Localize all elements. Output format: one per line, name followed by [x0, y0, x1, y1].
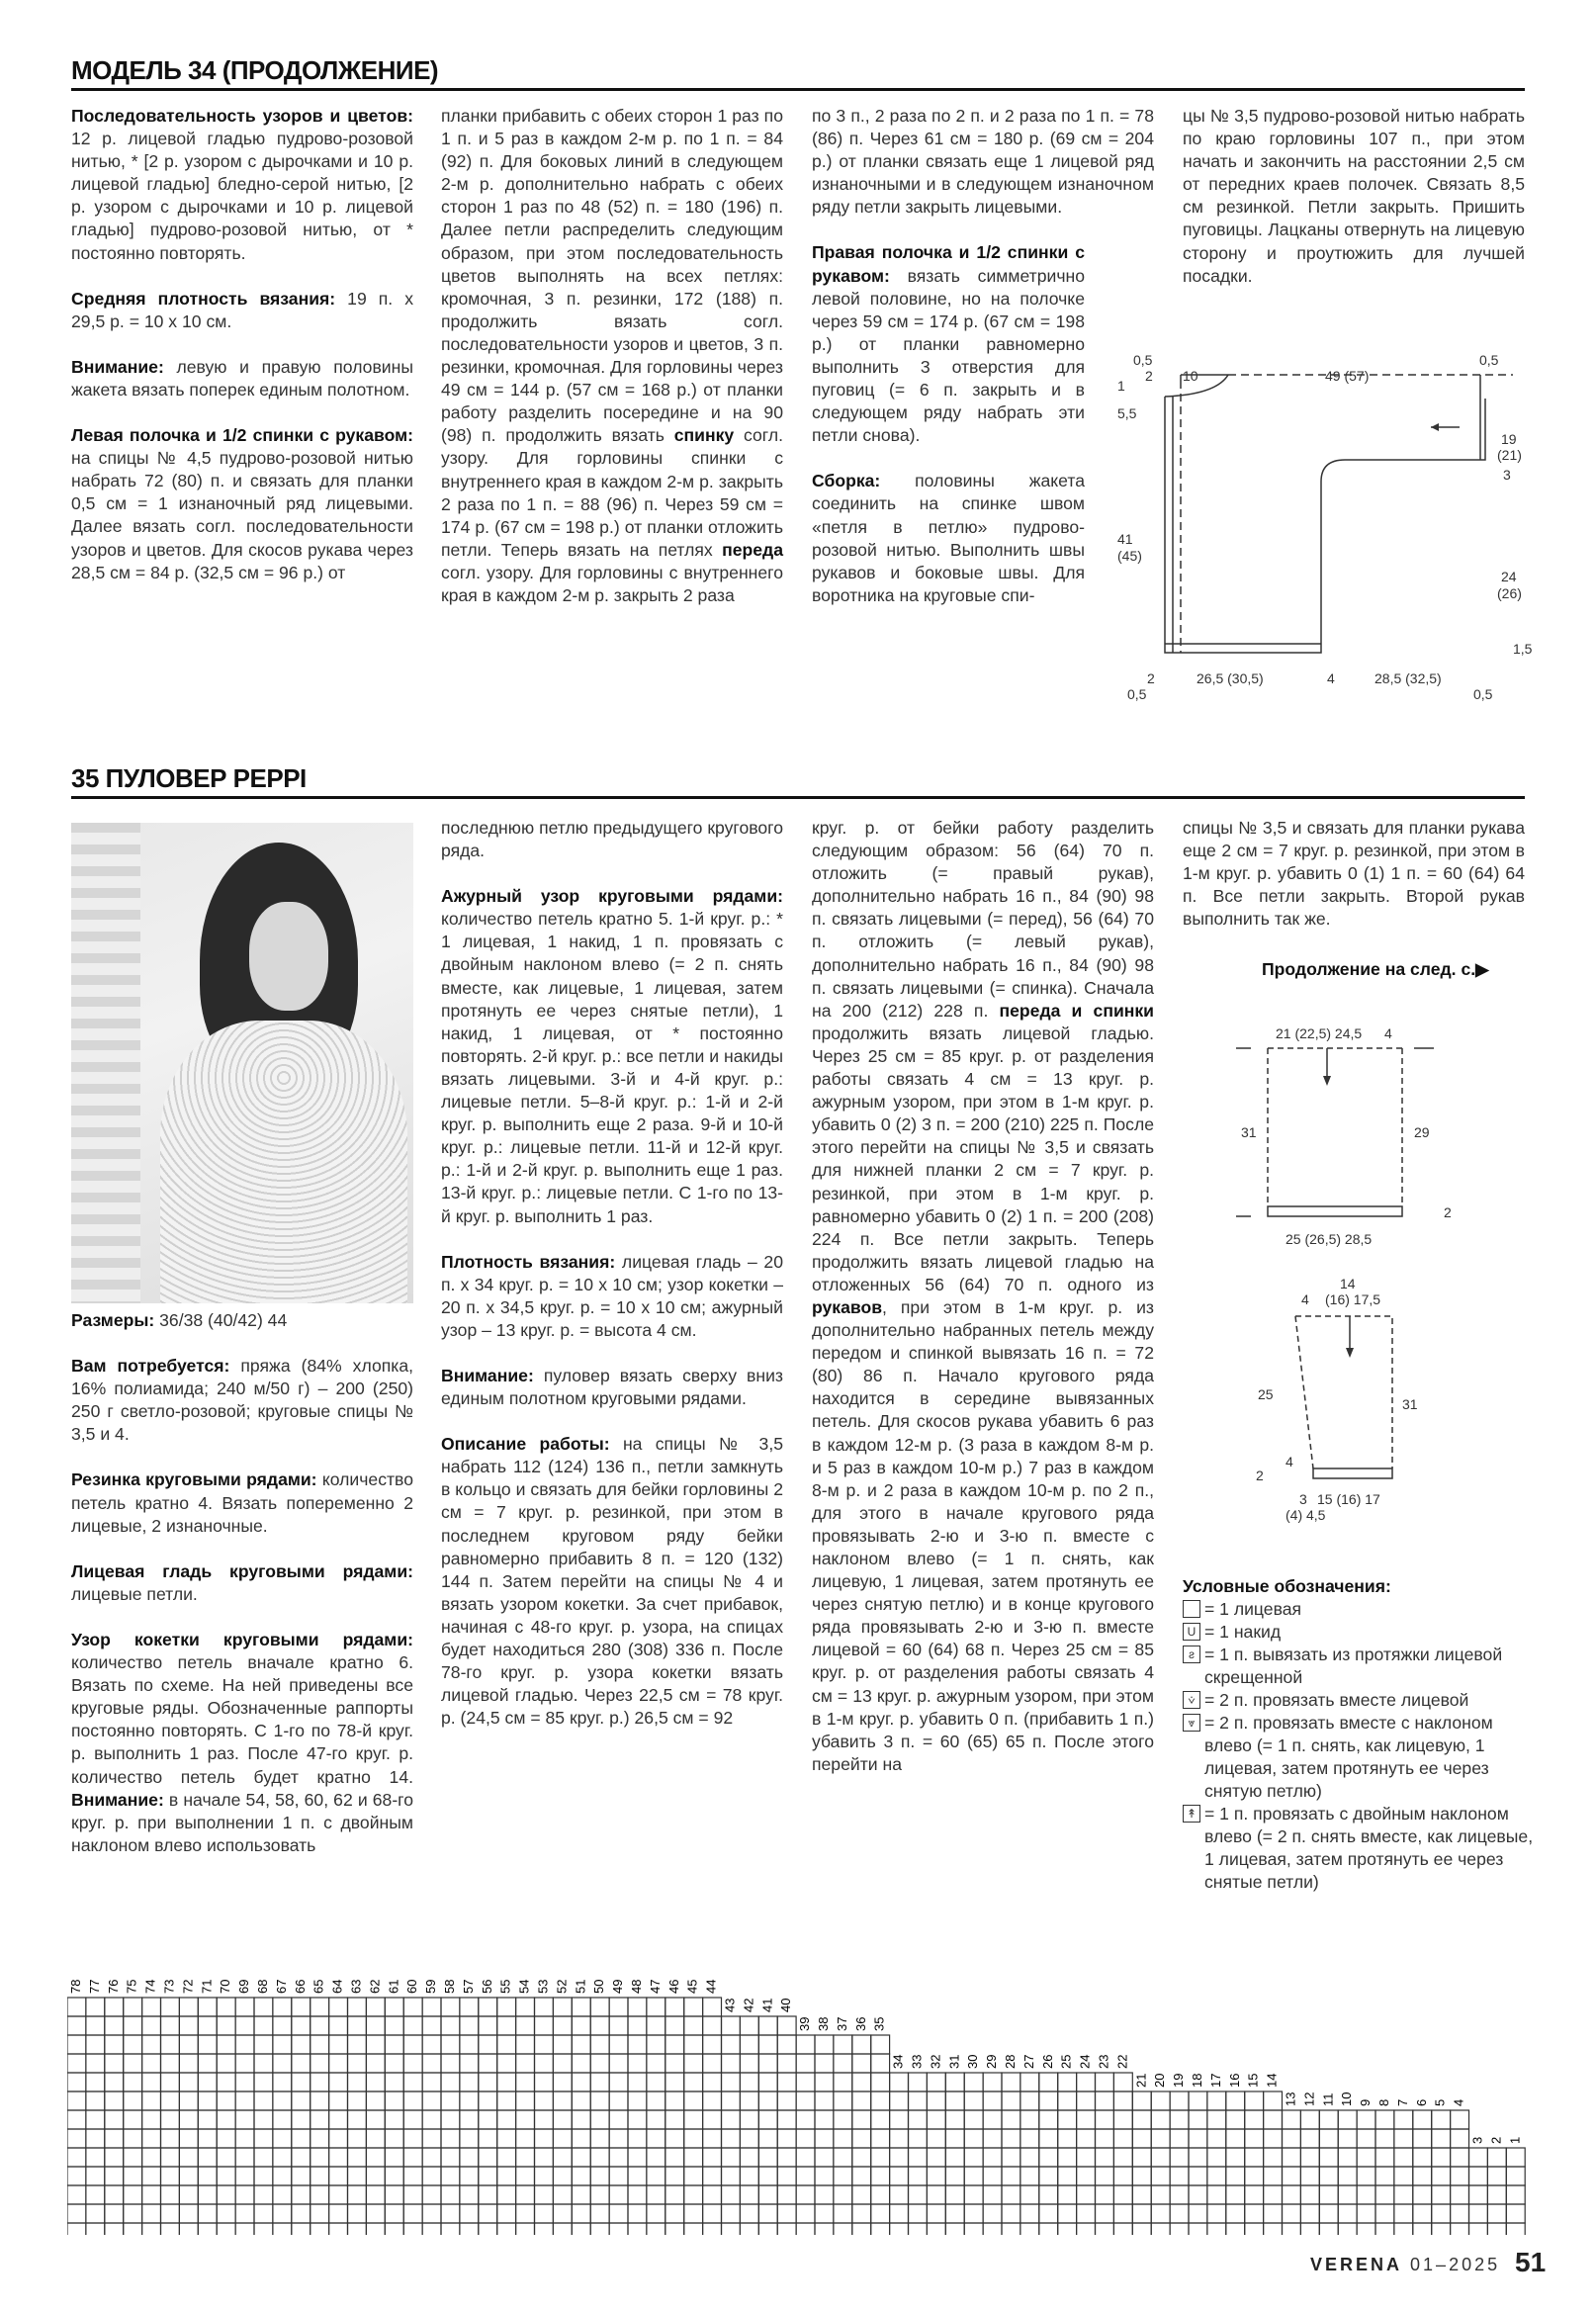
svg-text:16: 16 [1226, 2073, 1242, 2088]
svg-text:1: 1 [1507, 2136, 1523, 2144]
page-number: 51 [1515, 2247, 1547, 2277]
dim: 3 [1503, 467, 1511, 483]
svg-text:2: 2 [1488, 2136, 1504, 2144]
bold-term: переда [722, 539, 783, 560]
svg-text:62: 62 [367, 1979, 383, 1994]
text: согл. узору. Для горловины спинки с внутреннего края в каждом 2-м р. закрыть 2 раза по 1 п. = 88 (96) п. Через 59 см = 174 р. (67 см = 198 р.) от планки отложить петли. Теперь вязать на петлях [441, 425, 783, 560]
svg-text:60: 60 [404, 1979, 420, 1994]
dim: 31 [1402, 1396, 1418, 1412]
svg-text:51: 51 [573, 1979, 588, 1994]
dim: 24 [1501, 569, 1517, 584]
symbol-legend [1183, 1575, 1539, 1894]
text: в начале 54, 58, 60, 62 и 68-го круг. р. при выполнении 1 п. с двойным наклоном влево использовать [71, 1789, 413, 1855]
legend-text: = 2 п. провязать вместе лицевой [1204, 1690, 1469, 1710]
dim: 15 (16) 17 [1317, 1491, 1380, 1507]
svg-text:39: 39 [797, 2016, 813, 2031]
bold-term: спинку [673, 425, 735, 446]
svg-text:40: 40 [778, 1998, 794, 2012]
legend-text: = 1 п. провязать с двойным наклоном влево (= 2 п. снять вместе, как лицевые, 1 лицевая, затем протянуть ее через снятые петли) [1204, 1804, 1534, 1892]
dim: (45) [1117, 548, 1142, 564]
svg-text:67: 67 [273, 1979, 289, 1994]
svg-text:28: 28 [1003, 2054, 1018, 2069]
model34-title: МОДЕЛЬ 34 (ПРОДОЛЖЕНИЕ) [71, 55, 1525, 91]
svg-text:4: 4 [1451, 2098, 1466, 2106]
yarn-over-symbol-icon: U [1183, 1623, 1200, 1641]
svg-text:26: 26 [1039, 2054, 1055, 2069]
dim: 25 (26,5) 28,5 [1286, 1231, 1373, 1247]
text: количество петель вначале кратно 6. Вязать по схеме. На ней приведены все круговые ряды. Обозначенные раппорты постоянно повторять. С 1-го по 78-й круг. р. выполнить 1 раз. После 47-го круг. р. количество петель будет кратно 14. [71, 1652, 413, 1787]
text: пуловер вязать сверху вниз единым полотном круговыми рядами. [441, 1365, 783, 1409]
dim: 3 [1299, 1491, 1307, 1507]
text: вязать симметрично левой половине, но на полочке через 59 см = 174 р. (67 см = 198 р.) от планки равномерно выполнить 3 отверстия для пуговиц (= 6 п. закрыть и в следующем ряду набрать эти петли снова). [812, 265, 1085, 446]
svg-text:36: 36 [852, 2016, 868, 2031]
dim: 4 [1286, 1454, 1293, 1469]
text: последнюю петлю предыдущего кругового ряда. [441, 818, 783, 861]
dim: 41 [1117, 531, 1133, 547]
svg-text:72: 72 [180, 1979, 196, 1994]
dim: 31 [1241, 1124, 1257, 1140]
svg-text:41: 41 [759, 1998, 775, 2012]
arrow-down-icon [1323, 1076, 1331, 1086]
text: пряжа (84% хлопка, 16% полиамида; 240 м/50 г) – 200 (250) 250 г светло-розовой; круговые спицы № 3,5 и 4. [71, 1356, 414, 1445]
dim: 0,5 [1479, 352, 1499, 368]
dim: 1 [1117, 378, 1125, 394]
svg-text:61: 61 [386, 1979, 401, 1994]
model34-column-3 [812, 105, 1154, 630]
heading-description: Описание работы: [441, 1434, 610, 1455]
legend-text: = 1 лицевая [1204, 1599, 1302, 1619]
heading-gauge: Средняя плотность вязания: [71, 288, 336, 309]
dim: 0,5 [1133, 352, 1153, 368]
text: продолжить вязать лицевой гладью. Через 25 см = 85 круг. р. от разделения работы связать 4 см = 13 круг. р. ажурным узором, при этом в 1-м круг. р. убавить 0 (2) 3 п. = 200 (210) 225 п. После этого перейти на спицы № 3,5 и связать для нижней планки 2 см = 7 круг. р. резинкой, при этом в 1-м круг. р. равномерно убавить 0 (2) 1 п. = 200 (208) 224 п. Все петли закрыть. Теперь продолжить вязать лицевой гладью на отложенных 56 (64) 70 п. одного из [812, 1023, 1154, 1294]
double-decrease-symbol-icon: ↟ [1183, 1805, 1200, 1823]
svg-text:55: 55 [497, 1979, 513, 1994]
continue-next-page-link[interactable]: Продолжение на след. с.▶ [1262, 959, 1489, 979]
model35-column-2 [441, 817, 783, 1752]
text: лицевые петли. [71, 1583, 198, 1604]
svg-text:17: 17 [1207, 2073, 1223, 2088]
svg-text:12: 12 [1301, 2091, 1317, 2106]
dim: 28,5 (32,5) [1374, 670, 1442, 686]
model35-column-3 [812, 817, 1154, 1799]
svg-text:14: 14 [1264, 2073, 1280, 2088]
svg-text:45: 45 [684, 1979, 700, 1994]
body-schematic-diagram [1236, 1009, 1463, 1256]
brand: VERENA [1310, 2255, 1403, 2274]
dim: 4 [1384, 1025, 1392, 1041]
text: спицы № 3,5 и связать для планки рукава еще 2 см = 7 круг. р. резинкой, при этом в 1-м круг. р. убавить 0 (1) 1 п. = 60 (64) 64 п. Все петли закрыть. Второй рукав выполнить так же. [1183, 818, 1525, 930]
svg-text:59: 59 [423, 1979, 439, 1994]
bold-term: переда и спинки [999, 1000, 1155, 1021]
svg-text:6: 6 [1413, 2098, 1429, 2106]
k2tog-symbol-icon: ⩒ [1183, 1691, 1200, 1709]
svg-text:44: 44 [703, 1979, 719, 1994]
svg-text:49: 49 [610, 1979, 626, 1994]
svg-text:3: 3 [1469, 2136, 1485, 2144]
text: круг. р. от бейки работу разделить следующим образом: 56 (64) 70 п. отложить (= правый рукав), дополнительно набрать 16 п., 84 (90) 98 п. связать лицевыми (= перед), 56 (64) 70 п. отложить (= левый рукав), дополнительно набрать 16 п., 84 (90) 98 п. связать лицевыми (= спинка). Сначала на 200 (212) 228 п. [812, 818, 1154, 1021]
legend-item [1183, 1644, 1539, 1689]
text: на спицы № 3,5 набрать 112 (124) 136 п., петли замкнуть в кольцо и связать для бейки горловины 2 см = 7 круг. р. резинкой, при этом в последнем круговом ряду бейки равномерно прибавить 8 п. = 120 (132) 144 п. Затем перейти на спицы № 4 и вязать узором кокетки. За счет прибавок, начиная с 48-го круг. р. узора, на спицах будет находиться 280 (308) 336 п. После 78-го круг. р. узора кокетки вязать лицевой гладью. Через 22,5 см = 78 круг. р. (24,5 см = 85 круг. р.) 26,5 см = 92 [441, 1434, 783, 1729]
dim: 10 [1183, 368, 1198, 384]
dim: 49 (57) [1325, 368, 1370, 384]
svg-text:69: 69 [236, 1979, 252, 1994]
svg-text:7: 7 [1394, 2098, 1410, 2106]
model35-column-1 [71, 1309, 413, 1880]
text: по 3 п., 2 раза по 2 п. и 2 раза по 1 п. = 78 (86) п. Через 61 см = 180 р. (69 см = 204 р.) от планки связать еще 1 лицевой ряд изнаночными и в следующем изнаночном ряду петли закрыть лицевыми. [812, 106, 1154, 218]
svg-text:33: 33 [909, 2054, 925, 2069]
twisted-increase-symbol-icon: ƨ [1183, 1646, 1200, 1663]
text: 36/38 (40/42) 44 [154, 1310, 288, 1330]
svg-text:48: 48 [629, 1979, 644, 1994]
text: количество петель кратно 5. 1-й круг. р.: * 1 лицевая, 1 накид, 1 п. провязать с двойным наклоном влево (= 2 п. снять вместе, как лицевые, 1 лицевая, затем протянуть ее через снятые петли), 1 накид, 1 лицевая, от * постоянно повторять. 2-й круг. р.: все петли и накиды вязать лицевыми. 3-й и 4-й круг. р.: лицевые петли. 5–8-й круг. р.: 1-й и 2-й круг. р. выполнить еще 2 раза. 9-й и 10-й круг. р.: лицевые петли. 11-й и 12-й круг. р.: 1-й и 2-й круг. р. выполнить еще 1 раз. 13-й круг. р.: лицевые петли. С 1-го по 13-й круг. р. выполнить 1 раз. [441, 909, 783, 1226]
heading-yoke: Узор кокетки круговыми рядами: [71, 1629, 413, 1649]
svg-text:15: 15 [1245, 2073, 1261, 2088]
text: на спицы № 4,5 пудрово-розовой нитью набрать 72 (80) п. и связать для планки 0,5 см = 1 изнаночный ряд лицевыми. Далее вязать согл. последовательности узоров и цветов. Для скосов рукава через 28,5 см = 84 р. (32,5 см = 96 р.) от [71, 448, 413, 582]
svg-text:10: 10 [1339, 2091, 1355, 2106]
svg-text:42: 42 [741, 1998, 756, 2012]
dim: (4) 4,5 [1286, 1507, 1326, 1523]
arrow-down-icon [1346, 1348, 1354, 1358]
svg-text:43: 43 [722, 1998, 738, 2012]
dim: 26,5 (30,5) [1197, 670, 1264, 686]
legend-title: Условные обозначения: [1183, 1576, 1391, 1596]
svg-text:18: 18 [1190, 2073, 1204, 2088]
heading-rib: Резинка круговыми рядами: [71, 1469, 317, 1490]
svg-text:77: 77 [86, 1979, 102, 1994]
svg-text:73: 73 [161, 1979, 177, 1994]
text: лицевая гладь – 20 п. х 34 круг. р. = 10 х 10 см; узор кокетки – 20 п. х 34,5 круг. р. = 10 х 10 см; ажурный узор – 13 круг. р. = высота 4 см. [441, 1251, 784, 1340]
yoke-pattern-chart [67, 1968, 1531, 2235]
dim: 4 [1327, 670, 1335, 686]
heading-attention: Внимание: [441, 1365, 534, 1385]
svg-text:37: 37 [834, 2016, 849, 2031]
model34-column-1 [71, 105, 413, 607]
heading-materials: Вам потребуется: [71, 1356, 230, 1377]
model-photo [71, 823, 413, 1303]
svg-text:70: 70 [218, 1979, 233, 1994]
svg-text:68: 68 [255, 1979, 270, 1994]
model35-title: 35 ПУЛОВЕР PEPPI [71, 763, 1525, 799]
dim: 29 [1414, 1124, 1430, 1140]
svg-text:38: 38 [816, 2016, 831, 2031]
svg-text:54: 54 [516, 1979, 532, 1994]
heading-attention: Внимание: [71, 356, 164, 377]
dim: 25 [1258, 1386, 1274, 1402]
text: согл. узору. Для горловины с внутреннего края в каждом 2-м р. закрыть 2 раза [441, 562, 783, 605]
svg-text:13: 13 [1283, 2091, 1298, 2106]
svg-text:66: 66 [292, 1979, 308, 1994]
svg-text:21: 21 [1133, 2073, 1149, 2088]
svg-text:63: 63 [348, 1979, 364, 1994]
svg-text:19: 19 [1171, 2073, 1187, 2088]
svg-text:52: 52 [554, 1979, 570, 1994]
dim: 4 [1301, 1291, 1309, 1307]
heading-assembly: Сборка: [812, 471, 881, 491]
text: цы № 3,5 пудрово-розовой нитью набрать по краю горловины 107 п., при этом начать и закончить на расстоянии 2,5 см от передних краев полочек. Связать 8,5 см резинкой. Петли закрыть. Пришить пуговицы. Лацканы отвернуть на лицевую сторону и проутюжить для лучшей посадки. [1183, 106, 1525, 286]
svg-text:20: 20 [1152, 2073, 1168, 2088]
dim: 0,5 [1473, 686, 1493, 702]
dim: 2 [1444, 1204, 1452, 1220]
issue: 01–2025 [1410, 2255, 1501, 2274]
svg-text:46: 46 [665, 1979, 681, 1994]
dim: 21 (22,5) 24,5 [1276, 1025, 1363, 1041]
bold-term: рукавов [812, 1296, 883, 1317]
jacket-schematic-diagram [1117, 351, 1552, 727]
dim: 2 [1145, 368, 1153, 384]
heading-lace: Ажурный узор круговыми рядами: [441, 886, 783, 907]
legend-item [1183, 1598, 1539, 1621]
text: 12 р. лицевой гладью пудрово-розовой нитью, * [2 р. узором с дырочками и 10 р. лицевой гладью] бледно-серой нитью, [2 р. узором с дырочками и 10 р. лицевой гладью] пудрово-розовой нитью, от * постоянно повторять. [71, 129, 413, 263]
dim: (21) [1497, 447, 1522, 463]
svg-text:25: 25 [1058, 2054, 1074, 2069]
svg-text:75: 75 [124, 1979, 139, 1994]
svg-text:76: 76 [105, 1979, 121, 1994]
svg-text:53: 53 [535, 1979, 551, 1994]
svg-text:5: 5 [1432, 2098, 1448, 2106]
knit-symbol-icon [1183, 1600, 1200, 1618]
dim: 0,5 [1127, 686, 1147, 702]
legend-item [1183, 1712, 1539, 1803]
svg-text:47: 47 [647, 1979, 663, 1994]
legend-text: = 1 п. вывязать из протяжки лицевой скрещенной [1204, 1645, 1503, 1687]
legend-text: = 1 накид [1204, 1622, 1282, 1642]
text: 19 п. х 29,5 р. = 10 х 10 см. [71, 288, 413, 331]
bold-term: Внимание: [71, 1789, 164, 1810]
legend-item [1183, 1803, 1539, 1894]
svg-text:50: 50 [591, 1979, 607, 1994]
svg-text:8: 8 [1376, 2098, 1391, 2106]
svg-text:31: 31 [946, 2054, 962, 2069]
heading-left-front: Левая полочка и 1/2 спинки с рукавом: [71, 425, 413, 446]
svg-text:58: 58 [442, 1979, 457, 1994]
dim: 1,5 [1513, 641, 1533, 657]
svg-text:23: 23 [1096, 2054, 1111, 2069]
svg-text:71: 71 [199, 1979, 215, 1994]
heading-right-front: Правая полочка и 1/2 спинки с рукавом: [812, 242, 1085, 286]
svg-text:65: 65 [310, 1979, 326, 1994]
svg-text:32: 32 [928, 2054, 943, 2069]
model35-column-4 [1183, 817, 1525, 953]
dim: 14 [1340, 1276, 1356, 1291]
model34-column-4 [1183, 105, 1525, 311]
svg-text:22: 22 [1114, 2054, 1130, 2069]
sleeve-schematic-diagram [1256, 1271, 1454, 1528]
text: половины жакета соединить на спинке швом «петля в петлю» пудрово-розовой нитью. Выполнить швы рукавов и боковые швы. Для воротника на круговые спи- [812, 471, 1085, 605]
arrow-icon [1431, 423, 1439, 431]
ssk-symbol-icon: ⩔ [1183, 1714, 1200, 1732]
text: левую и правую половины жакета вязать поперек единым полотном. [71, 356, 413, 400]
model34-column-2 [441, 105, 783, 630]
legend-text: = 2 п. провязать вместе с наклоном влево (= 1 п. снять, как лицевую, 1 лицевая, затем протянуть ее через снятую петлю) [1204, 1713, 1493, 1801]
svg-text:74: 74 [142, 1979, 158, 1994]
text: количество петель кратно 4. Вязать попеременно 2 лицевые, 2 изнаночные. [71, 1469, 413, 1536]
dim: 2 [1256, 1468, 1264, 1483]
dim: 2 [1147, 670, 1155, 686]
svg-text:9: 9 [1358, 2098, 1374, 2106]
svg-text:11: 11 [1320, 2092, 1336, 2106]
svg-text:56: 56 [479, 1979, 494, 1994]
svg-text:64: 64 [329, 1979, 345, 1994]
svg-text:57: 57 [460, 1979, 476, 1994]
dim: (26) [1497, 585, 1522, 601]
svg-text:24: 24 [1077, 2054, 1093, 2069]
text: планки прибавить с обеих сторон 1 раз по 1 п. и 5 раз в каждом 2-м р. по 1 п. = 84 (92) п. Для боковых линий в следующем 2-м р. дополнительно набрать с обеих сторон 1 раз по 48 (52) п. = 180 (196) п. Далее петли распределить следующим образом, при этом последовательность цветов выполнять на всех петлях: кромочная, 3 п. резинки, 172 (188) п. продолжить вязать согл. последовательности узоров и цветов, 3 п. резинки, кромочная. Для горловины через 49 см = 144 р. (57 см = 168 р.) от планки работу разделить посередине и на 90 (98) п. продолжить вязать [441, 106, 783, 446]
svg-text:34: 34 [890, 2054, 906, 2069]
heading-gauge: Плотность вязания: [441, 1251, 616, 1272]
legend-item [1183, 1621, 1539, 1644]
heading-sizes: Размеры: [71, 1310, 155, 1330]
svg-text:78: 78 [68, 1979, 83, 1994]
heading-stockinette: Лицевая гладь круговыми рядами: [71, 1560, 413, 1581]
svg-text:29: 29 [984, 2054, 1000, 2069]
heading-pattern-sequence: Последовательность узоров и цветов: [71, 106, 413, 126]
svg-text:30: 30 [965, 2054, 981, 2069]
svg-text:35: 35 [871, 2016, 887, 2031]
legend-item [1183, 1689, 1539, 1712]
svg-text:27: 27 [1020, 2054, 1036, 2069]
footer-brand [1310, 2255, 1500, 2275]
dim: (16) 17,5 [1325, 1291, 1381, 1307]
text: , при этом в 1-м круг. р. из дополнительно набранных петель между передом и спинкой вывязать 16 п. = 72 (80) 86 п. Начало кругового ряда находится в середине вывязанных петель. Для скосов рукава убавить 6 раз в каждом 12-м р. (3 раза в каждом 8-м р. и 5 раз в каждом 10-м р.) 7 раз в каждом 8-м р. и 2 раза в каждом 10-м р. по 2 п., для этого в начале кругового ряда провязывать 2-ю и 3-ю п. вместе с наклоном влево (= 1 п. снять, как лицевую, 1 лицевая, затем протянуть ее через снятую петлю) и в конце кругового ряда провязывать 2-ю и 3-ю п. вместе лицевой = 60 (64) 68 п. Через 25 см = 85 круг. р. от разделения работы связать 4 см = 13 круг. р. ажурным узором, при этом в 1-м круг. р. убавить 0 п. (прибавить 1 п.) убавить 3 п. = 60 (65) 65 п. После этого перейти на [812, 1296, 1154, 1774]
dim: 5,5 [1117, 405, 1137, 421]
dim: 19 [1501, 431, 1517, 447]
